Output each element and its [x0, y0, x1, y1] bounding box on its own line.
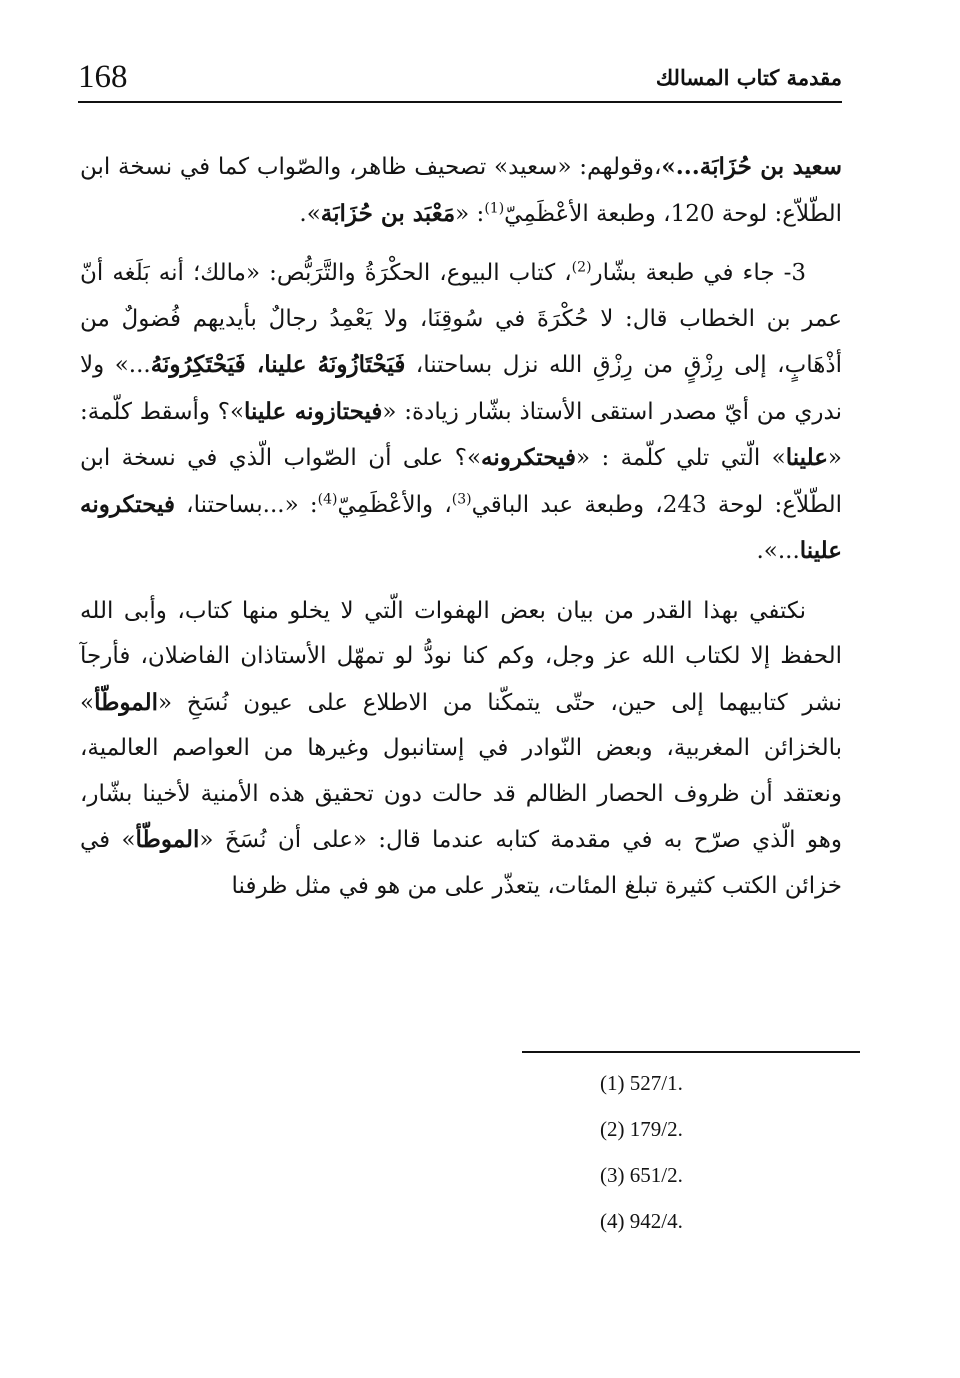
footnotes: [600, 1060, 842, 1244]
running-head: [78, 54, 842, 100]
emphasized-text: علينا: [785, 444, 828, 471]
footnote-ref: (1): [484, 199, 505, 216]
text-run: ، والأعْظَمِيّ: [337, 491, 452, 518]
footnote-ref: (4): [317, 490, 338, 507]
paragraph-2: [80, 251, 842, 575]
header-rule: [78, 101, 842, 103]
text-run: ».: [299, 200, 321, 227]
emphasized-text: فيحتكرونه: [481, 444, 576, 471]
text-run: ، كتاب البيوع، الحكْرَةُ والتَّرَبُّص: «مالك؛ أنه بَلَغه أنّ عمر بن الخطاب قال: لا حُكْرَةَ في سُوقِنَا، ولا يَعْمِدُ رجالٌ بأيديهم فُضولٌ من أذْهَابٍ، إلى رِزْقٍ من رِزْقِ الله نزل بساحتنا،: [80, 260, 843, 378]
footnote-ref: (2): [571, 259, 592, 276]
emphasized-text: الموطّأ: [94, 688, 158, 716]
emphasized-text: فَيَحْتَازُونَهُ علينا، فَيَحْتَكِرُونَهُ: [150, 351, 406, 378]
text-run: » الّتي تلي كلّمة : «: [576, 445, 786, 471]
footnote-3: (3) 651/2.: [600, 1163, 683, 1187]
footnote-rule: [522, 1051, 860, 1053]
text-run: »؟ على أن الصّواب الّذي في نسخة ابن الطّلاّع: لوحة 243، وطبعة عبد الباقي: [80, 445, 842, 518]
footnote-4: (4) 942/4.: [600, 1209, 683, 1233]
emphasized-text: فيحتازونه علينا: [244, 397, 383, 425]
main-text: [80, 144, 842, 909]
page-number: 168: [78, 59, 128, 95]
running-title: مقدمة كتاب المسالك: [655, 65, 842, 90]
emphasized-text: مَعْبَد بن حُزَابَة: [320, 199, 456, 227]
text-run: ...».: [756, 538, 800, 564]
text-run: » في خزائن الكتب كثيرة تبلغ المئات، يتعذّر على من هو في مثل ظرفنا: [80, 827, 842, 899]
emphasized-text: سعيد بن حُزَابَة...»: [661, 153, 843, 180]
footnote-1: (1) 527/1.: [600, 1071, 683, 1095]
footnote-ref: (3): [451, 490, 472, 507]
text-run: ،وقولهم: «سعيد» تصحيف ظاهر، والصّواب كما في نسخة ابن الطّلاّع: لوحة 120، وطبعة الأعْظَمِيّ: [80, 154, 842, 227]
paragraph-3: [80, 589, 842, 910]
text-run: : «: [455, 200, 485, 227]
text-run: : «...بساحتنا،: [174, 491, 318, 518]
emphasized-text: الموطّأ: [135, 826, 200, 853]
text-run: 3- جاء في طبعة بشّار: [591, 260, 806, 286]
footnote-2: (2) 179/2.: [600, 1117, 683, 1141]
paragraph-1: [80, 144, 842, 237]
text-run: » بالخزائن المغربية، وبعض النّوادر في إستانبول وغيرها من العواصم العالمية، ونعتقد أن ظروف الحصار الظالم قد حالت دون تحقيق هذه الأمنية لأخينا بشّار، وهو الّذي صرّح به في مقدمة كتابه عندما قال: «على أن نُسَخَ «: [80, 689, 842, 853]
text-run: نكتفي بهذا القدر من بيان بعض الهفوات الّتي لا يخلو منها كتاب، وأبى الله الحفظ إلا لكتاب الله عز وجل، وكم كنا نودُّ لو تمهّل الأستاذان الفاضلان، فأرجآ نشر كتابيهما إلى حين، حتّى يتمكّنا من الاطلاع على عيون نُسَخِ «: [80, 597, 842, 716]
text-run: »؟ وأسقط كلّمة: «: [80, 398, 842, 471]
emphasized-text: فيحتكرونه علينا: [80, 490, 842, 564]
text-run: ...» ولا ندري من أيّ مصدر استقى الأستاذ بشّار زيادة: «: [80, 352, 842, 425]
